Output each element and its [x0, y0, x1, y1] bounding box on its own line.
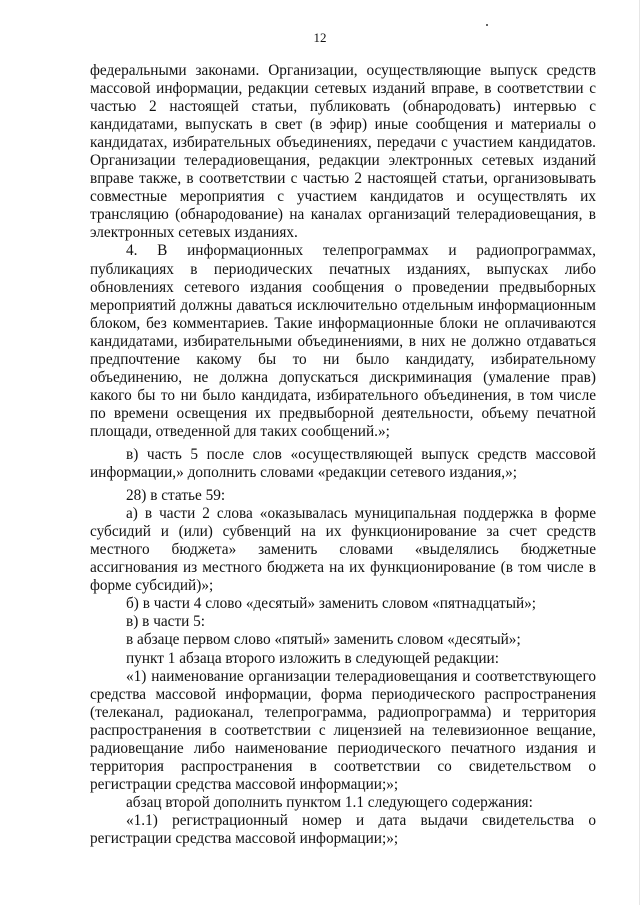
- paragraph-point-1-intro: пункт 1 абзаца второго изложить в следующей редакции:: [126, 649, 499, 667]
- paragraph-item-4: 4. В информационных телепрограммах и радиопрограммах, публикациях в периодических печатных изданиях, выпусках либо обновлениях сетевого издания сообщения о проведении предвыборных мероприятий должны даваться исключительно отдельным информационным блоком, без комментариев. Такие информационные блоки не оплачиваются кандидатами, избирательными объединениями, в них не должно отдаваться предпочтение какому бы то ни было кандидату, избирательному объединению, не должна допускаться дискриминация (умаление прав) какого бы то ни было кандидата, избирательного объединения, в том числе по времени освещения их предвыборной деятельности, объему печатной площади, отведенной для таких сообщений.»;: [90, 242, 596, 440]
- document-body: [90, 62, 596, 848]
- scan-speck: [486, 24, 488, 26]
- paragraph-subitem-a: а) в части 2 слова «оказывалась муниципальная поддержка в форме субсидий и (или) субвенций на их функционирование за счет средств местного бюджета» заменить словами «выделялись бюджетные ассигнования из местного бюджета на их функционирование (в том числе в форме субсидий)»;: [90, 505, 596, 595]
- paragraph-first-abzats: в абзаце первом слово «пятый» заменить словом «десятый»;: [126, 631, 521, 649]
- paragraph-second-abzats: абзац второй дополнить пунктом 1.1 следующего содержания:: [126, 793, 533, 811]
- paragraph-item-28: 28) в статье 59:: [126, 487, 226, 505]
- paragraph-subitem-v-part5: в) в части 5:: [126, 613, 206, 631]
- paragraph-subitem-b: б) в части 4 слово «десятый» заменить словом «пятнадцатый»;: [126, 595, 537, 613]
- paragraph-subitem-v: в) часть 5 после слов «осуществляющей выпуск средств массовой информации,» дополнить словами «редакции сетевого издания,»;: [90, 445, 596, 482]
- paragraph-point-1-text: «1) наименование организации телерадиовещания и соответствующего средства массовой информации, форма периодического распространения (телеканал, радиоканал, телепрограмма, радиопрограмма) и территория распространения в соответствии с лицензией на телевизионное вещание, радиовещание либо наименование периодического печатного издания и территория распространения в соответствии со свидетельством о регистрации средства массовой информации;»;: [90, 667, 596, 793]
- paragraph-point-1-1-text: «1.1) регистрационный номер и дата выдачи свидетельства о регистрации средства массовой информации;»;: [90, 811, 596, 847]
- paragraph-continuation: федеральными законами. Организации, осуществляющие выпуск средств массовой информации, редакции сетевых изданий вправе, в соответствии с частью 2 настоящей статьи, публиковать (обнародовать) интервью с кандидатами, выпускать в свет (в эфир) иные сообщения и материалы о кандидатах, избирательных объединениях, передачи с участием кандидатов. Организации телерадиовещания, редакции электронных сетевых изданий вправе также, в соответствии с частью 2 настоящей статьи, организовывать совместные мероприятия с участием кандидатов и осуществлять их трансляцию (обнародование) на каналах организаций телерадиовещания, в электронных сетевых изданиях.: [90, 62, 596, 242]
- page-number: 12: [313, 30, 327, 45]
